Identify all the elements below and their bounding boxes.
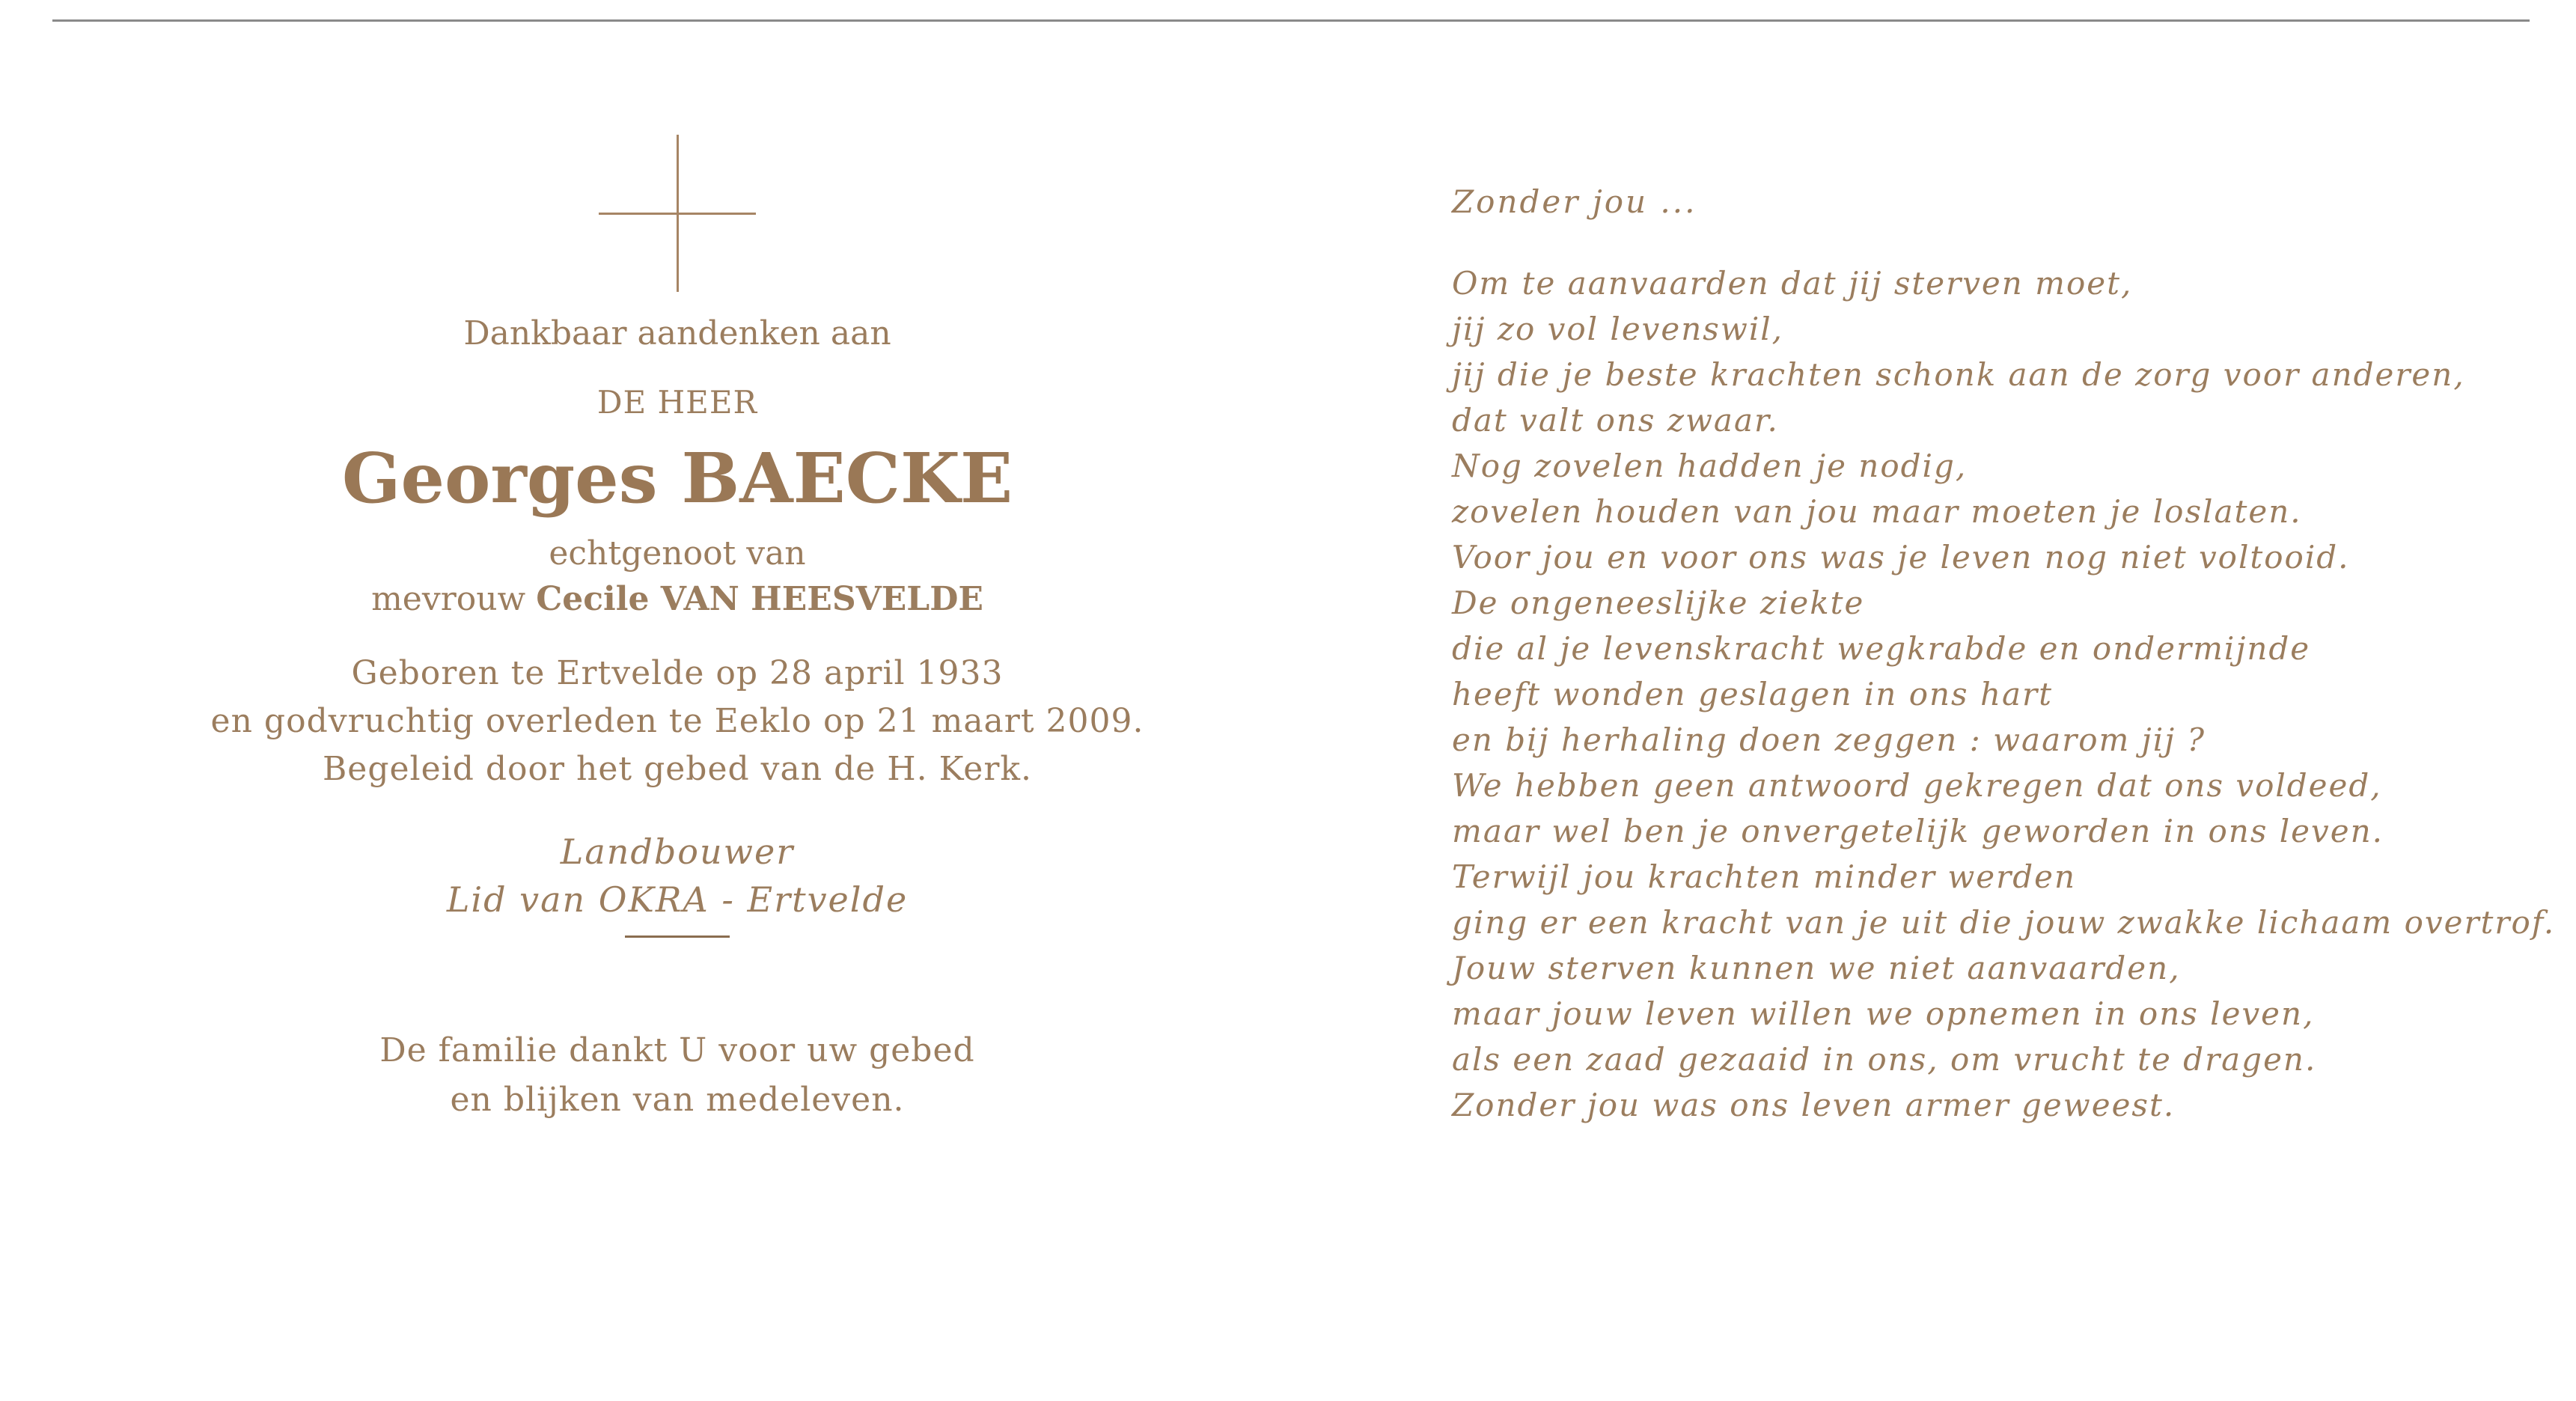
thanks-line: en blijken van medeleven. <box>450 1080 905 1119</box>
poem-line: heeft wonden geslagen in ons hart <box>1452 676 2053 712</box>
top-border-line <box>52 19 2530 22</box>
spouse-label: echtgenoot van <box>549 534 806 573</box>
spouse-prefix: mevrouw <box>371 580 526 619</box>
poem-line: Zonder jou was ons leven armer geweest. <box>1452 1087 2176 1123</box>
roles-block <box>187 828 1168 924</box>
poem-line: Jouw sterven kunnen we niet aanvaarden, <box>1452 950 2181 986</box>
cross-horizontal-bar <box>599 213 756 215</box>
life-details <box>187 650 1168 793</box>
spouse-name: Cecile VAN HEESVELDE <box>536 580 983 619</box>
thanks-line: De familie dankt U voor uw gebed <box>379 1031 975 1069</box>
poem-line: Terwijl jou krachten minder werden <box>1452 858 2077 895</box>
poem-line: die al je levenskracht wegkrabde en ondermijnde <box>1452 630 2311 667</box>
poem-line: ging er een kracht van je uit die jouw zwakke lichaam overtrof. <box>1452 904 2556 941</box>
poem-line: jij zo vol levenswil, <box>1452 311 1784 347</box>
honorific-title: DE HEER <box>596 383 758 421</box>
divider-line <box>625 935 730 938</box>
poem-line: en bij herhaling doen zeggen : waarom jij ? <box>1452 721 2206 758</box>
memorial-card-left-panel <box>187 135 1168 1125</box>
poem-line: Om te aanvaarden dat jij sterven moet, <box>1452 265 2133 302</box>
family-thanks <box>187 1026 1168 1125</box>
poem-line: De ongeneeslijke ziekte <box>1452 584 1865 621</box>
poem-line: zovelen houden van jou maar moeten je loslaten. <box>1452 493 2302 530</box>
poem-body <box>1452 260 2556 1128</box>
poem-line: jij die je beste krachten schonk aan de zorg voor anderen, <box>1452 356 2465 393</box>
poem-right-panel <box>1452 180 2556 1128</box>
poem-line: maar jouw leven willen we opnemen in ons leven, <box>1452 995 2315 1032</box>
intro-text: Dankbaar aandenken aan <box>463 314 891 352</box>
spouse-line <box>187 580 1168 620</box>
deceased-name: Georges BAECKE <box>341 438 1013 519</box>
cross-icon <box>599 135 756 292</box>
poem-title: Zonder jou ... <box>1452 183 1697 220</box>
poem-line: Nog zovelen hadden je nodig, <box>1452 448 1968 484</box>
birth-line: Geboren te Ertvelde op 28 april 1933 <box>351 653 1004 692</box>
death-line: en godvruchtig overleden te Eeklo op 21 maart 2009. <box>210 701 1144 740</box>
occupation: Landbouwer <box>560 831 795 872</box>
poem-line: dat valt ons zwaar. <box>1452 402 1779 439</box>
poem-line: Voor jou en voor ons was je leven nog niet voltooid. <box>1452 539 2350 576</box>
membership: Lid van OKRA - Ertvelde <box>446 879 909 920</box>
poem-line: We hebben geen antwoord gekregen dat ons voldeed, <box>1452 767 2382 804</box>
poem-line: maar wel ben je onvergetelijk geworden in ons leven. <box>1452 813 2384 849</box>
church-line: Begeleid door het gebed van de H. Kerk. <box>322 749 1033 788</box>
poem-line: als een zaad gezaaid in ons, om vrucht te dragen. <box>1452 1041 2317 1078</box>
